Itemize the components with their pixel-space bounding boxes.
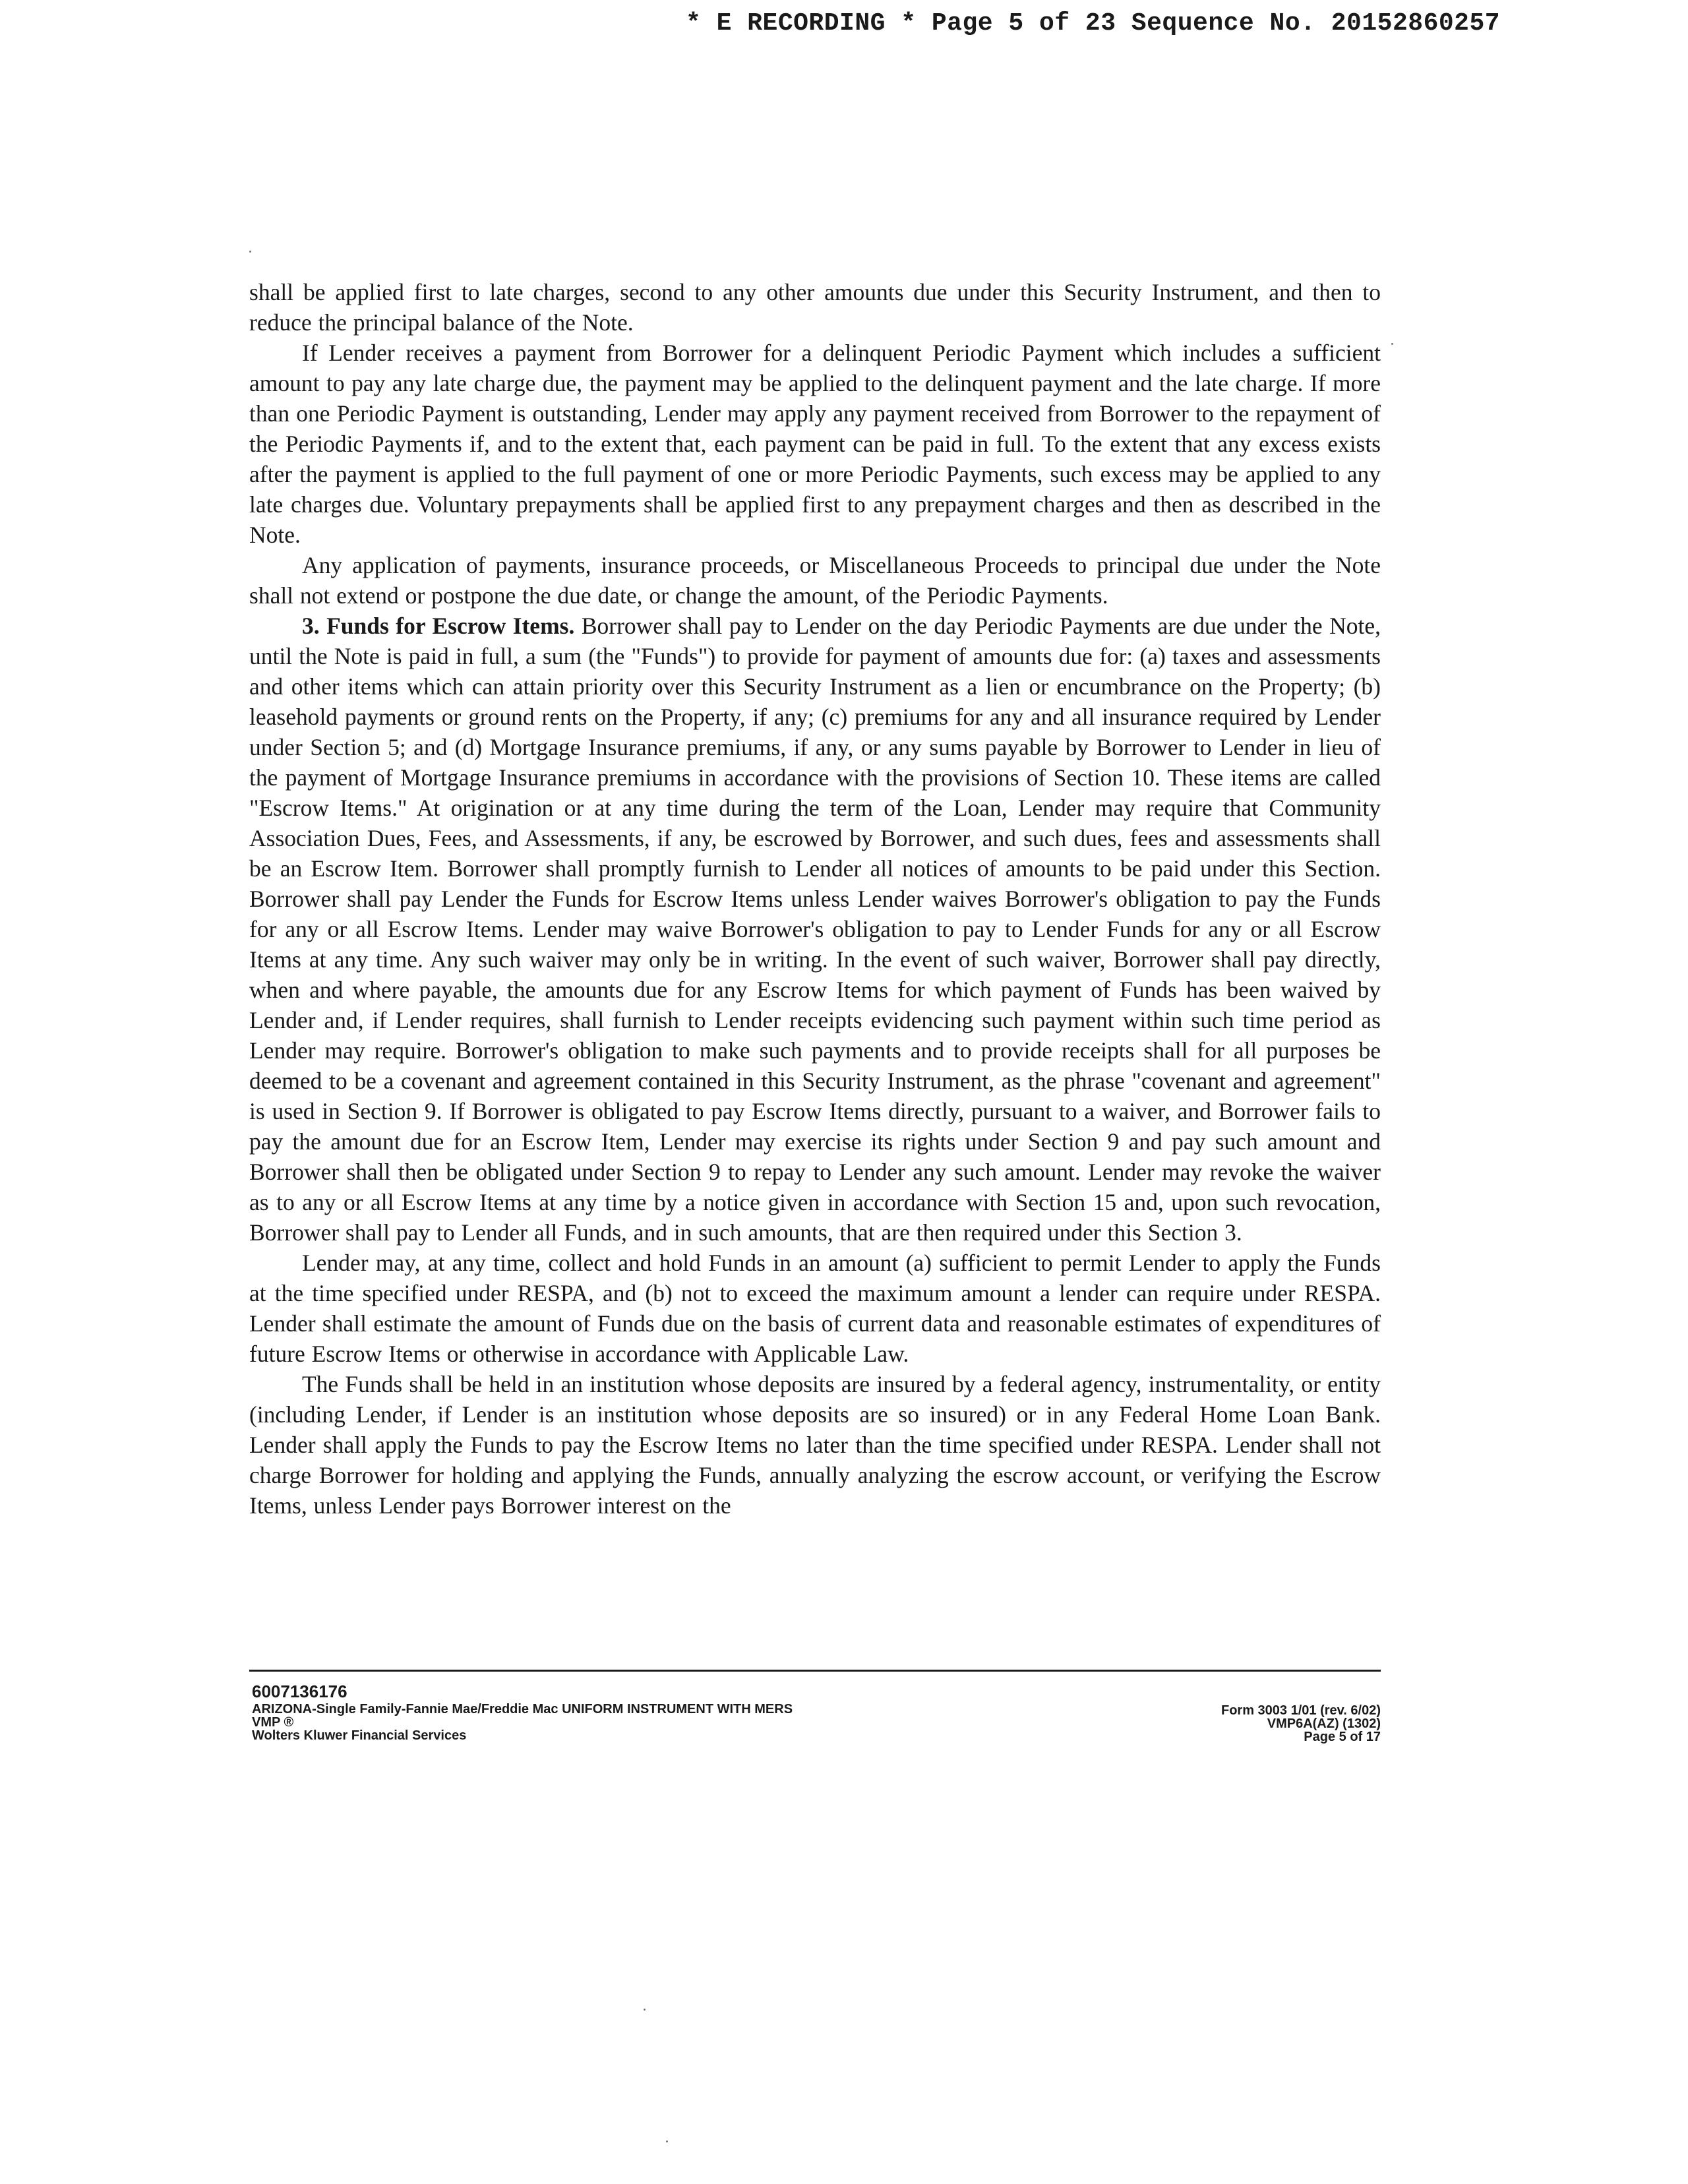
footer-left-block: [252, 1680, 977, 1742]
paragraph-section-3: [249, 611, 1381, 1248]
paragraph-application-of-payments: Any application of payments, insurance proceeds, or Miscellaneous Proceeds to principal due under the Note shall not extend or postpone the due date, or change the amount, of the Periodic Payments.: [249, 552, 1381, 609]
document-body: [249, 277, 1381, 1521]
recording-header: * E RECORDING * Page 5 of 23 Sequence No. 20152860257: [686, 9, 1501, 38]
section-3-text: Borrower shall pay to Lender on the day Periodic Payments are due under the Note, until the Note is paid in full, a sum (the "Funds") to provide for payment of amounts due for: (a) taxes and assessments and other items which can attain priority over this Security Instrument as a lien or encumbrance on the Property; (b) leasehold payments or ground rents on the Property, if any; (c) premiums for any and all insurance required by Lender under Section 5; and (d) Mortgage Insurance premiums, if any, or any sums payable by Borrower to Lender in lieu of the payment of Mortgage Insurance premiums in accordance with the provisions of Section 10. These items are called "Escrow Items." At origination or at any time during the term of the Loan, Lender may require that Community Association Dues, Fees, and Assessments, if any, be escrowed by Borrower, and such dues, fees and assessments shall be an Escrow Item. Borrower shall promptly furnish to Lender all notices of amounts to be paid under this Section. Borrower shall pay Lender the Funds for Escrow Items unless Lender waives Borrower's obligation to pay the Funds for any or all Escrow Items. Lender may waive Borrower's obligation to pay to Lender Funds for any or all Escrow Items at any time. Any such waiver may only be in writing. In the event of such waiver, Borrower shall pay directly, when and where payable, the amounts due for any Escrow Items for which payment of Funds has been waived by Lender and, if Lender requires, shall furnish to Lender receipts evidencing such payment within such time period as Lender may require. Borrower's obligation to make such payments and to provide receipts shall for all purposes be deemed to be a covenant and agreement contained in this Security Instrument, as the phrase "covenant and agreement" is used in Section 9. If Borrower is obligated to pay Escrow Items directly, pursuant to a waiver, and Borrower fails to pay the amount due for an Escrow Item, Lender may exercise its rights under Section 9 and pay such amount and Borrower shall then be obligated under Section 9 to repay to Lender any such amount. Lender may revoke the waiver as to any or all Escrow Items at any time by a notice given in accordance with Section 15 and, upon such revocation, Borrower shall pay to Lender all Funds, and in such amounts, that are then required under this Section 3.: [249, 613, 1381, 1246]
page-number: Page 5 of 17: [1304, 1730, 1381, 1744]
paragraph-delinquent-payment: If Lender receives a payment from Borrower for a delinquent Periodic Payment which includes a sufficient amount to pay any late charge due, the payment may be applied to the delinquent payment and the late charge. If more than one Periodic Payment is outstanding, Lender may apply any payment received from Borrower to the repayment of the Periodic Payments if, and to the extent that, each payment can be paid in full. To the extent that any excess exists after the payment is applied to the full payment of one or more Periodic Payments, such excess may be applied to any late charges due. Voluntary prepayments shall be applied first to any prepayment charges and then as described in the Note.: [249, 340, 1381, 548]
form-title: ARIZONA-Single Family-Fannie Mae/Freddie Mac UNIFORM INSTRUMENT WITH MERS: [252, 1702, 793, 1716]
form-number: Form 3003 1/01 (rev. 6/02): [1221, 1703, 1381, 1718]
vmp-code: VMP6A(AZ) (1302): [1267, 1716, 1381, 1731]
scan-speck: [666, 2140, 668, 2142]
publisher-name: Wolters Kluwer Financial Services: [252, 1728, 467, 1743]
section-3-heading: 3. Funds for Escrow Items.: [302, 613, 575, 639]
scan-speck: [1391, 343, 1393, 345]
paragraph-continuation: shall be applied first to late charges, second to any other amounts due under this Security Instrument, and then to reduce the principal balance of the Note.: [249, 279, 1381, 336]
footer-divider: [249, 1670, 1381, 1672]
paragraph-funds-held: The Funds shall be held in an institution whose deposits are insured by a federal agency, instrumentality, or entity (including Lender, if Lender is an institution whose deposits are so insured) or in any Federal Home Loan Bank. Lender shall apply the Funds to pay the Escrow Items no later than the time specified under RESPA. Lender shall not charge Borrower for holding and applying the Funds, annually analyzing the escrow account, or verifying the Escrow Items, unless Lender pays Borrower interest on the: [249, 1371, 1381, 1519]
scan-speck: [249, 251, 251, 253]
scan-speck: [644, 2009, 646, 2011]
footer-right-block: [1055, 1704, 1381, 1744]
loan-number: 6007136176: [252, 1682, 347, 1701]
vmp-mark: VMP ®: [252, 1715, 294, 1730]
paragraph-collect-funds: Lender may, at any time, collect and hold Funds in an amount (a) sufficient to permit Lender to apply the Funds at the time specified under RESPA, and (b) not to exceed the maximum amount a lender can require under RESPA. Lender shall estimate the amount of Funds due on the basis of current data and reasonable estimates of expenditures of future Escrow Items or otherwise in accordance with Applicable Law.: [249, 1250, 1381, 1367]
